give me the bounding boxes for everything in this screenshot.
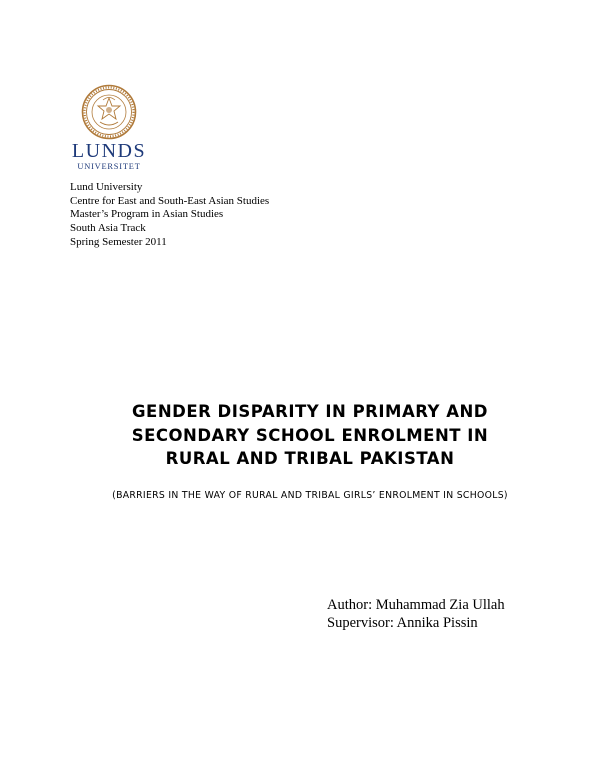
program-name: Master’s Program in Asian Studies (70, 208, 224, 221)
centre-name: Centre for East and South-East Asian Studies (70, 194, 270, 207)
university-logo (66, 84, 152, 174)
semester: Spring Semester 2011 (70, 235, 167, 248)
thesis-subtitle: (BARRIERS IN THE WAY OF RURAL AND TRIBAL GIRLS’ ENROLMENT IN SCHOOLS) (112, 490, 508, 501)
supervisor-name: Supervisor: Annika Pissin (327, 615, 478, 631)
title-line-3: RURAL AND TRIBAL PAKISTAN (165, 449, 455, 468)
university-name: Lund University (70, 181, 143, 193)
title-line-1: GENDER DISPARITY IN PRIMARY AND (132, 402, 488, 421)
author-name: Author: Muhammad Zia Ullah (327, 597, 505, 613)
logo-wordmark: LUNDS (71, 140, 147, 162)
title-line-2: SECONDARY SCHOOL ENROLMENT IN (131, 425, 489, 445)
logo-wordmark-sub: UNIVERSITET (77, 162, 141, 171)
track-name: South Asia Track (70, 222, 146, 235)
institution-info (70, 181, 269, 250)
thesis-title (60, 400, 560, 471)
author-block (327, 596, 505, 632)
university-seal-icon (81, 84, 137, 140)
